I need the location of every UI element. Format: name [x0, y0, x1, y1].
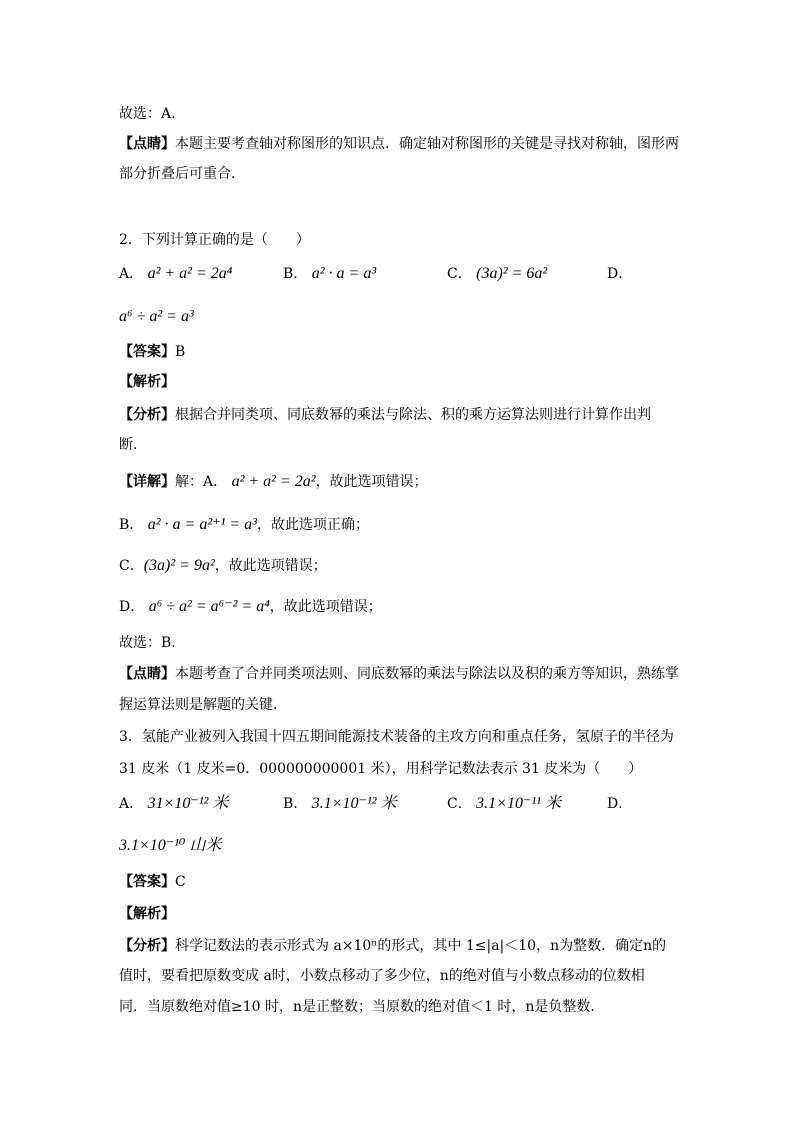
q2-stem: 2．下列计算正确的是（ ）: [119, 232, 310, 248]
q3-option-a: A． 31×10⁻¹² 米: [119, 795, 229, 812]
q2-analysis-tag: 【解析】: [119, 374, 175, 390]
q2-detail-a: 【详解】解：A． a² + a² = 2a²，故此选项错误；: [119, 473, 428, 490]
q3-fenxi-line-2: 值时，要看把原数变成 a时，小数点移动了多少位，n的绝对值与小数点移动的位数相: [119, 968, 645, 984]
q2-detail-d: D． a⁶ ÷ a² = a⁶⁻² = a⁴，故此选项错误；: [119, 598, 382, 615]
q2-option-a: A． a² + a² = 2a⁴: [119, 265, 233, 282]
q3-answer: 【答案】C: [119, 874, 186, 890]
prev-choice: 故选：A．: [119, 106, 186, 122]
prev-review-line-2: 部分折叠后可重合．: [119, 166, 245, 182]
q3-fenxi-line-1: 【分析】科学记数法的表示形式为 a×10ⁿ的形式，其中 1≤|a|＜10，n为整数．确定n的: [119, 938, 667, 954]
q3-analysis-tag: 【解析】: [119, 906, 175, 922]
q2-answer: 【答案】B: [119, 344, 186, 360]
q3-stem-line-2: 31 皮米（1 皮米=0．000000000001 米），用科学记数法表示 31 皮米为（ ）: [119, 761, 643, 777]
q3-stem-line-1: 3．氢能产业被列入我国十四五期间能源技术装备的主攻方向和重点任务，氢原子的半径为: [119, 729, 674, 745]
q2-choice: 故选：B．: [119, 635, 186, 651]
q3-fenxi-line-3: 同．当原数绝对值≥10 时，n是正整数；当原数的绝对值＜1 时，n是负整数．: [119, 999, 605, 1015]
prev-review-line-1: 【点睛】本题主要考查轴对称图形的知识点．确定轴对称图形的关键是寻找对称轴，图形两: [119, 136, 679, 152]
q2-detail-b: B． a² · a = a²⁺¹ = a³，故此选项正确；: [119, 516, 369, 533]
q3-option-d-label: D．: [607, 796, 633, 812]
q2-review-line-1: 【点睛】本题考查了合并同类项法则、同底数幂的乘法与除法以及积的乘方等知识，熟练掌: [119, 666, 679, 682]
q2-option-d-label: D．: [607, 266, 633, 282]
q3-option-d-math: 3.1×10⁻¹⁰ 山米: [119, 837, 222, 854]
q2-fenxi-line-1: 【分析】根据合并同类项、同底数幂的乘法与除法、积的乘方运算法则进行计算作出判: [119, 407, 651, 423]
q2-option-c: C． (3a)² = 6a²: [447, 265, 548, 282]
q2-detail-c: C．(3a)² = 9a²，故此选项错误；: [119, 557, 327, 574]
q2-option-b: B． a² · a = a³: [283, 265, 377, 282]
q2-option-d-math: a⁶ ÷ a² = a³: [119, 308, 194, 325]
q3-option-c: C． 3.1×10⁻¹¹ 米: [447, 795, 562, 812]
q2-fenxi-line-2: 断．: [119, 437, 147, 453]
q2-review-line-2: 握运算法则是解题的关键．: [119, 697, 287, 713]
q3-option-b: B． 3.1×10⁻¹² 米: [283, 795, 397, 812]
